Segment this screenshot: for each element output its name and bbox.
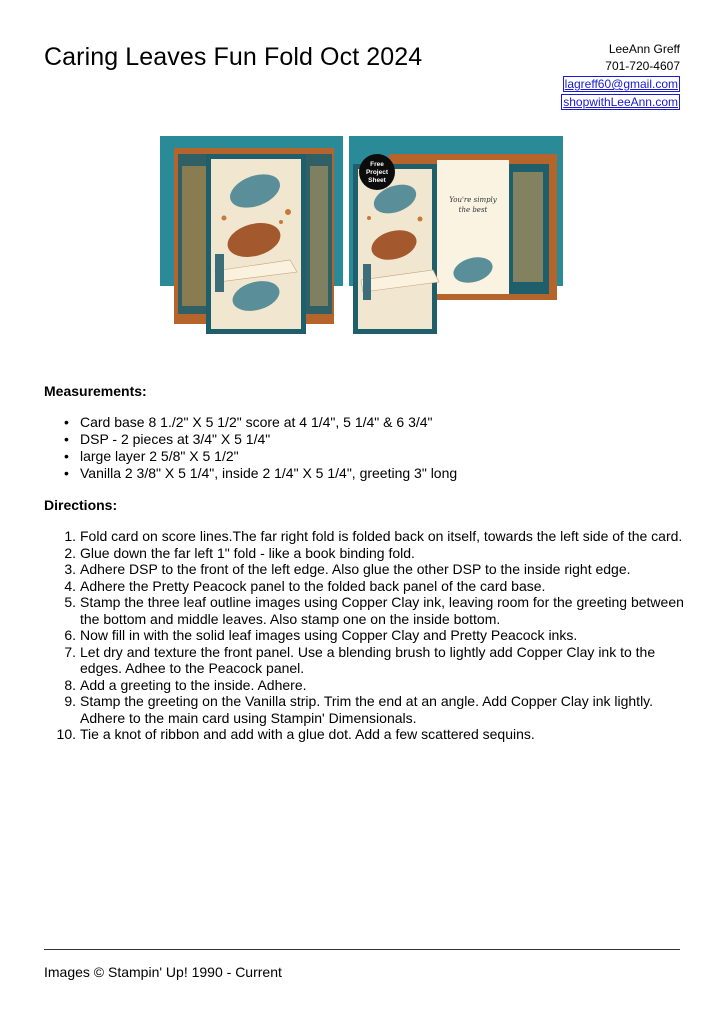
step-number: 8.	[64, 676, 76, 693]
dsp-texture	[310, 166, 328, 306]
step-number: 9.	[64, 693, 76, 709]
list-item	[44, 677, 684, 694]
measurements-heading: Measurements:	[44, 383, 147, 399]
contact-block	[480, 41, 680, 111]
sequin	[285, 209, 291, 215]
contact-phone: 701-720-4607	[605, 59, 680, 73]
list-item: • Vanilla 2 3/8" X 5 1/4", inside 2 1/4" X 5 1/4", greeting 3" long	[44, 465, 684, 482]
dsp-texture	[182, 166, 206, 306]
list-item: • Card base 8 1./2" X 5 1/2" score at 4 1/4", 5 1/4" & 6 3/4"	[44, 414, 684, 431]
sequin	[279, 220, 283, 224]
ribbon-knot	[215, 254, 224, 292]
inside-dsp-texture	[513, 172, 543, 282]
list-item	[44, 561, 684, 578]
step-text: Add a greeting to the inside. Adhere.	[80, 676, 307, 693]
step-text: Glue down the far left 1" fold - like a book binding fold.	[80, 544, 415, 561]
step-number: 3.	[64, 561, 76, 577]
ribbon-knot	[363, 264, 371, 300]
badge-text: Project	[365, 169, 389, 176]
step-number: 10.	[56, 726, 76, 742]
step-text: Let dry and texture the front panel. Use a blending brush to lightly add Copper Clay ink to the edges. Adhee to the Peacock panel.	[80, 643, 656, 676]
sequin	[418, 217, 423, 222]
list-item	[44, 594, 684, 627]
website-link[interactable]: shopwithLeeAnn.com	[563, 95, 678, 109]
step-number: 2.	[64, 544, 76, 561]
step-text: Now fill in with the solid leaf images using Copper Clay and Pretty Peacock inks.	[80, 627, 578, 643]
step-text: Adhere the Pretty Peacock panel to the folded back panel of the card base.	[80, 577, 546, 594]
list-item	[44, 578, 684, 595]
footer-divider	[44, 949, 680, 950]
sequin	[367, 216, 371, 220]
badge-text: Free	[370, 161, 384, 168]
directions-heading: Directions:	[44, 497, 118, 513]
step-text: Adhere DSP to the front of the left edge. Also glue the other DSP to the inside right edge.	[80, 561, 631, 577]
footer-copyright: Images © Stampin' Up! 1990 - Current	[44, 964, 282, 980]
email-link[interactable]: lagreff60@gmail.com	[564, 77, 678, 91]
sequin	[222, 216, 227, 221]
step-number: 5.	[64, 594, 76, 610]
step-number: 4.	[64, 577, 76, 594]
step-number: 6.	[64, 627, 76, 643]
step-text: Stamp the greeting on the Vanilla strip. Trim the end at an angle. Add Copper Clay ink lightly. Adhere to the main card using Stampin' Dimensionals.	[80, 693, 654, 726]
document-title: Caring Leaves Fun Fold Oct 2024	[44, 43, 423, 71]
list-item	[44, 528, 684, 545]
step-number: 7.	[64, 643, 76, 660]
list-item	[44, 644, 684, 677]
badge-text: Sheet	[368, 177, 386, 184]
card-front-photo	[160, 136, 343, 350]
directions-list	[44, 528, 684, 743]
step-text: Tie a knot of ribbon and add with a glue dot. Add a few scattered sequins.	[80, 726, 535, 742]
contact-name: LeeAnn Greff	[608, 42, 680, 56]
step-text: Fold card on score lines.The far right fold is folded back on itself, towards the left side of the card.	[80, 528, 683, 544]
step-text: Stamp the three leaf outline images using Copper Clay ink, leaving room for the greeting between the bottom and middle leaves. Also stamp one on the inside bottom.	[80, 594, 684, 627]
step-number: 1.	[64, 528, 76, 544]
list-item: • DSP - 2 pieces at 3/4" X 5 1/4"	[44, 431, 684, 448]
card-open-photo	[349, 136, 563, 350]
inside-greeting: the best	[458, 206, 488, 214]
list-item	[44, 545, 684, 562]
list-item	[44, 726, 684, 743]
list-item	[44, 693, 684, 726]
list-item	[44, 627, 684, 644]
measurements-list	[44, 414, 684, 482]
list-item: • large layer 2 5/8" X 5 1/2"	[44, 448, 684, 465]
inside-greeting: You're simply	[449, 196, 497, 204]
